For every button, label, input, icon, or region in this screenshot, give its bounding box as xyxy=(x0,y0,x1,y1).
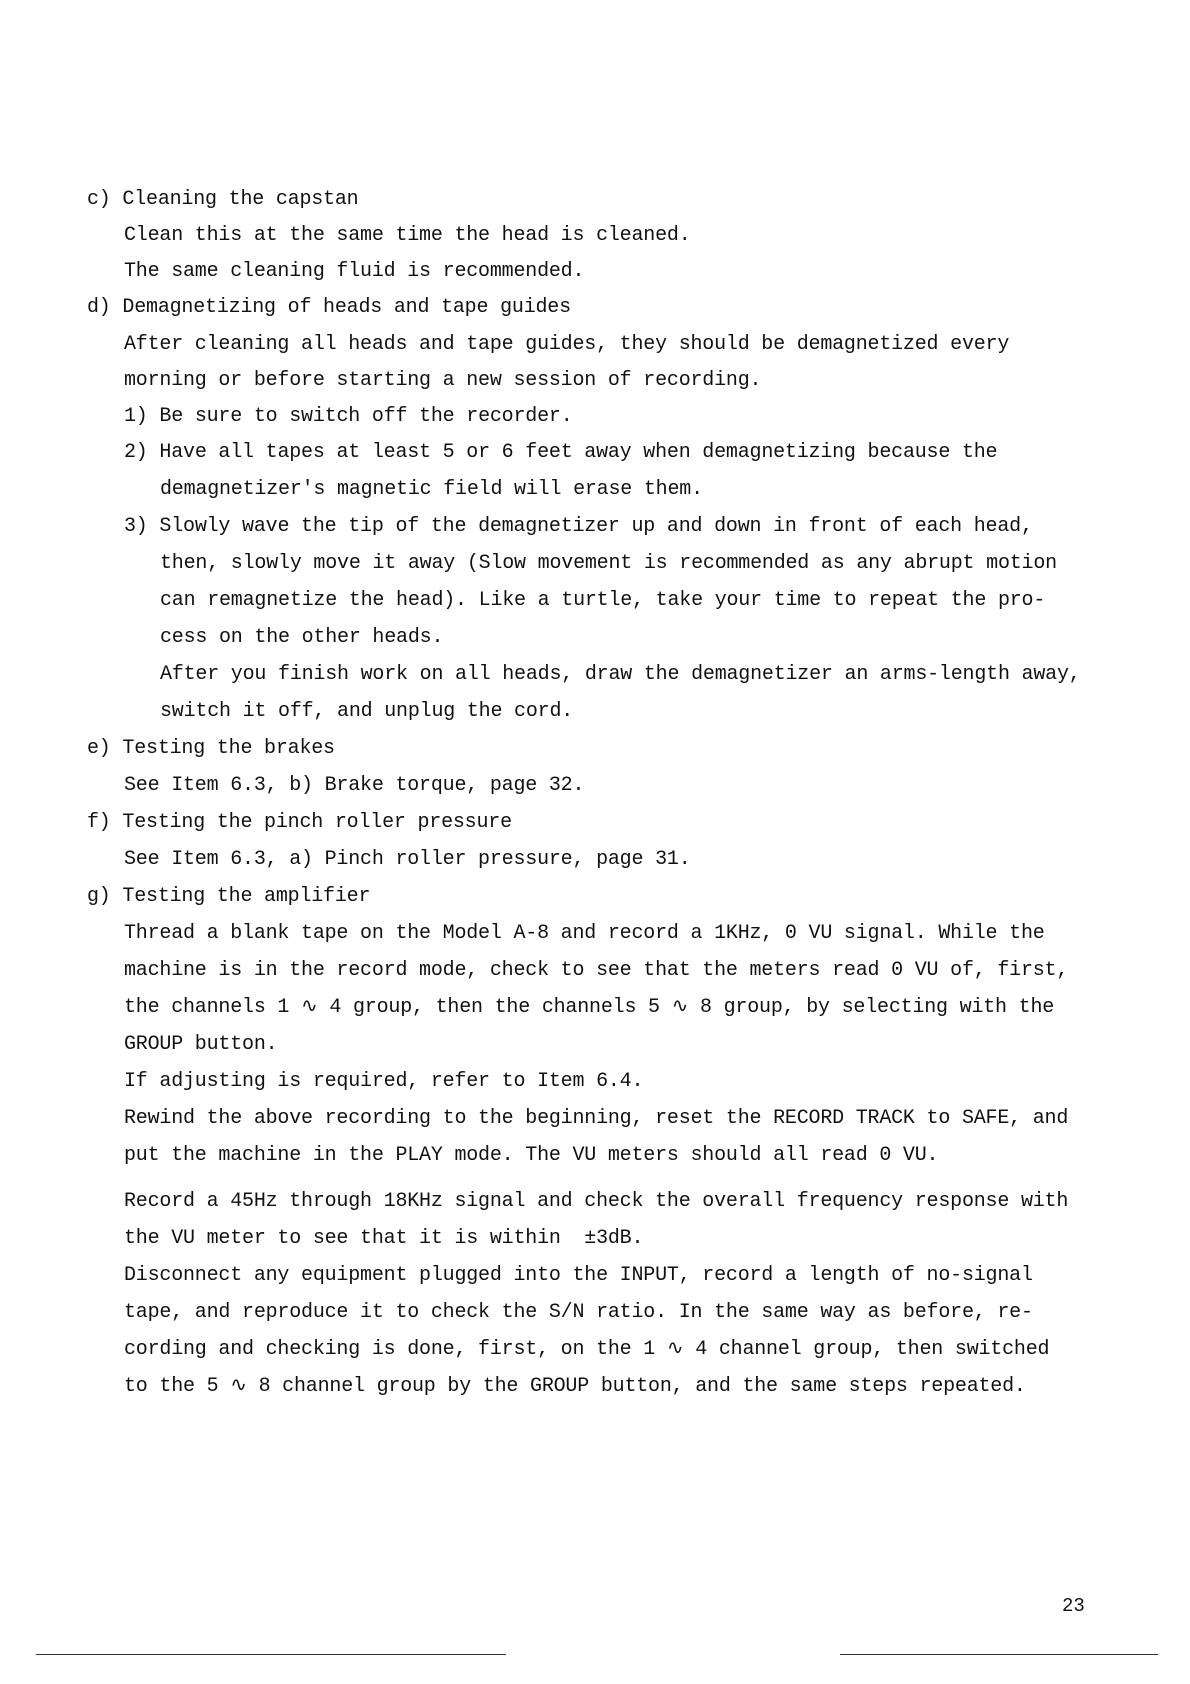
section-c-line: The same cleaning fluid is recommended. xyxy=(124,260,585,283)
section-g-line: the VU meter to see that it is within ±3dB. xyxy=(124,1227,644,1250)
section-g-marker: g) xyxy=(87,885,111,908)
section-e-line: See Item 6.3, b) Brake torque, page 32. xyxy=(124,774,585,797)
section-g-line: put the machine in the PLAY mode. The VU meters should all read 0 VU. xyxy=(124,1144,939,1167)
section-f-line: See Item 6.3, a) Pinch roller pressure, page 31. xyxy=(124,848,691,871)
section-c-heading-line xyxy=(87,188,358,212)
section-g-line: Thread a blank tape on the Model A-8 and record a 1KHz, 0 VU signal. While the xyxy=(124,922,1045,945)
step-2-text: Have all tapes at least 5 or 6 feet away when demagnetizing because the xyxy=(159,441,998,464)
step-1-marker: 1) xyxy=(124,405,148,428)
section-g-line: GROUP button. xyxy=(124,1033,278,1056)
step-3-text-cont: After you finish work on all heads, draw the demagnetizer an arms-length away, xyxy=(160,663,1081,686)
section-e-heading-line xyxy=(87,737,335,761)
section-c-heading: Cleaning the capstan xyxy=(122,188,359,211)
step-3-text-cont: cess on the other heads. xyxy=(160,626,444,649)
section-g-line: the channels 1 ∿ 4 group, then the channels 5 ∿ 8 group, by selecting with the xyxy=(124,996,1055,1019)
section-f-marker: f) xyxy=(87,811,111,834)
step-2-line xyxy=(124,441,997,465)
section-d-heading-line xyxy=(87,296,571,320)
section-c-line: Clean this at the same time the head is cleaned. xyxy=(124,224,691,247)
section-f-heading: Testing the pinch roller pressure xyxy=(122,811,512,834)
step-2-text-cont: demagnetizer's magnetic field will erase them. xyxy=(160,478,703,501)
section-g-line: tape, and reproduce it to check the S/N ratio. In the same way as before, re- xyxy=(124,1301,1033,1324)
step-2-marker: 2) xyxy=(124,441,148,464)
section-g-line: to the 5 ∿ 8 channel group by the GROUP button, and the same steps repeated. xyxy=(124,1375,1026,1398)
section-d-intro-line: morning or before starting a new session of recording. xyxy=(124,369,762,392)
section-d-marker: d) xyxy=(87,296,111,319)
step-3-text-cont: then, slowly move it away (Slow movement is recommended as any abrupt motion xyxy=(160,552,1057,575)
section-g-heading: Testing the amplifier xyxy=(122,885,371,908)
section-g-line: Disconnect any equipment plugged into the INPUT, record a length of no-signal xyxy=(124,1264,1033,1287)
section-e-marker: e) xyxy=(87,737,111,760)
step-1-line xyxy=(124,405,573,429)
bottom-rule-right xyxy=(840,1654,1158,1655)
step-1-text: Be sure to switch off the recorder. xyxy=(159,405,573,428)
section-e-heading: Testing the brakes xyxy=(122,737,335,760)
step-3-marker: 3) xyxy=(124,515,148,538)
step-3-text-cont: can remagnetize the head). Like a turtle, take your time to repeat the pro- xyxy=(160,589,1046,612)
bottom-rule-left xyxy=(36,1654,506,1655)
section-f-heading-line xyxy=(87,811,512,835)
section-g-line: cording and checking is done, first, on the 1 ∿ 4 channel group, then switched xyxy=(124,1338,1050,1361)
section-d-intro-line: After cleaning all heads and tape guides, they should be demagnetized every xyxy=(124,333,1010,356)
step-3-text: Slowly wave the tip of the demagnetizer up and down in front of each head, xyxy=(159,515,1033,538)
section-g-line: Record a 45Hz through 18KHz signal and check the overall frequency response with xyxy=(124,1190,1069,1213)
section-d-heading: Demagnetizing of heads and tape guides xyxy=(122,296,571,319)
section-g-line: If adjusting is required, refer to Item 6.4. xyxy=(124,1070,644,1093)
step-3-text-cont: switch it off, and unplug the cord. xyxy=(160,700,574,723)
section-c-marker: c) xyxy=(87,188,111,211)
section-g-heading-line xyxy=(87,885,370,909)
step-3-line xyxy=(124,515,1033,539)
section-g-line: machine is in the record mode, check to see that the meters read 0 VU of, first, xyxy=(124,959,1069,982)
page-number: 23 xyxy=(1062,1595,1085,1617)
section-g-line: Rewind the above recording to the beginning, reset the RECORD TRACK to SAFE, and xyxy=(124,1107,1069,1130)
